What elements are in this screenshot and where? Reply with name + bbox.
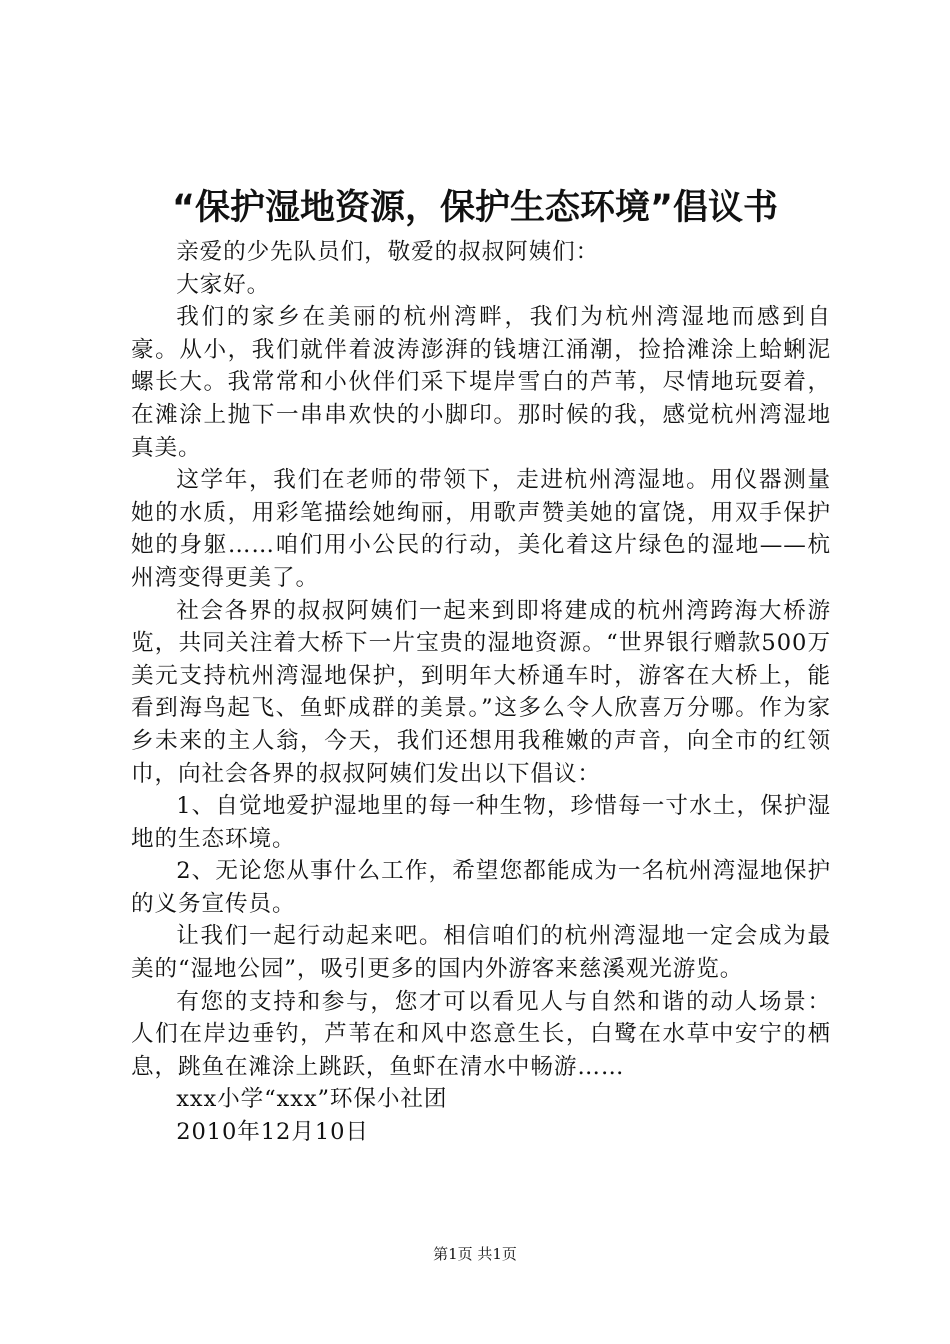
greeting: 大家好。 [176,271,271,298]
document-title: “保护湿地资源，保护生态环境”倡议书 [171,188,778,228]
paragraph-vision: 有您的支持和参与，您才可以看见人与自然和谐的动人场景：人们在岸边垂钓，芦苇在和风中恣意生长，白鹭在水草中安宁的栖息，跳鱼在滩涂上跳跃，鱼虾在清水中畅游…… [131,988,831,1080]
paragraph-bridge: 社会各界的叔叔阿姨们一起来到即将建成的杭州湾跨海大桥游览，共同关注着大桥下一片宝贵的湿地资源。“世界银行赠款500万美元支持杭州湾湿地保护，到明年大桥通车时，游客在大桥上，能看到海鸟起飞、鱼虾成群的美景。”这多么令人欣喜万分哪。作为家乡未来的主人翁，今天，我们还想用我稚嫩的声音，向全市的红领巾，向社会各界的叔叔阿姨们发出以下倡议： [131,597,831,787]
paragraph-school-year: 这学年，我们在老师的带领下，走进杭州湾湿地。用仪器测量她的水质，用彩笔描绘她绚丽，用歌声赞美她的富饶，用双手保护她的身躯……咱们用小公民的行动，美化着这片绿色的湿地——杭州湾变得更美了。 [131,467,831,591]
document-body [131,236,831,1149]
signature-date: 2010年12月10日 [176,1119,369,1146]
salutation: 亲爱的少先队员们，敬爱的叔叔阿姨们： [176,239,600,265]
paragraph-hometown: 我们的家乡在美丽的杭州湾畔，我们为杭州湾湿地而感到自豪。从小，我们就伴着波涛澎湃的钱塘江涌潮，捡拾滩涂上蛤蜊泥螺长大。我常常和小伙伴们采下堤岸雪白的芦苇，尽情地玩耍着，在滩涂上抛下一串串欢快的小脚印。那时候的我，感觉杭州湾湿地真美。 [131,304,831,461]
signature-organization: xxx小学“xxx”环保小社团 [176,1086,448,1113]
proposal-item-1: 1、自觉地爱护湿地里的每一种生物，珍惜每一寸水土，保护湿地的生态环境。 [131,793,831,852]
proposal-item-2: 2、无论您从事什么工作，希望您都能成为一名杭州湾湿地保护的义务宣传员。 [131,858,831,917]
page-footer: 第1页 共1页 [433,1245,517,1263]
paragraph-call-to-action: 让我们一起行动起来吧。相信咱们的杭州湾湿地一定会成为最美的“湿地公园”，吸引更多的国内外游客来慈溪观光游览。 [131,923,831,983]
